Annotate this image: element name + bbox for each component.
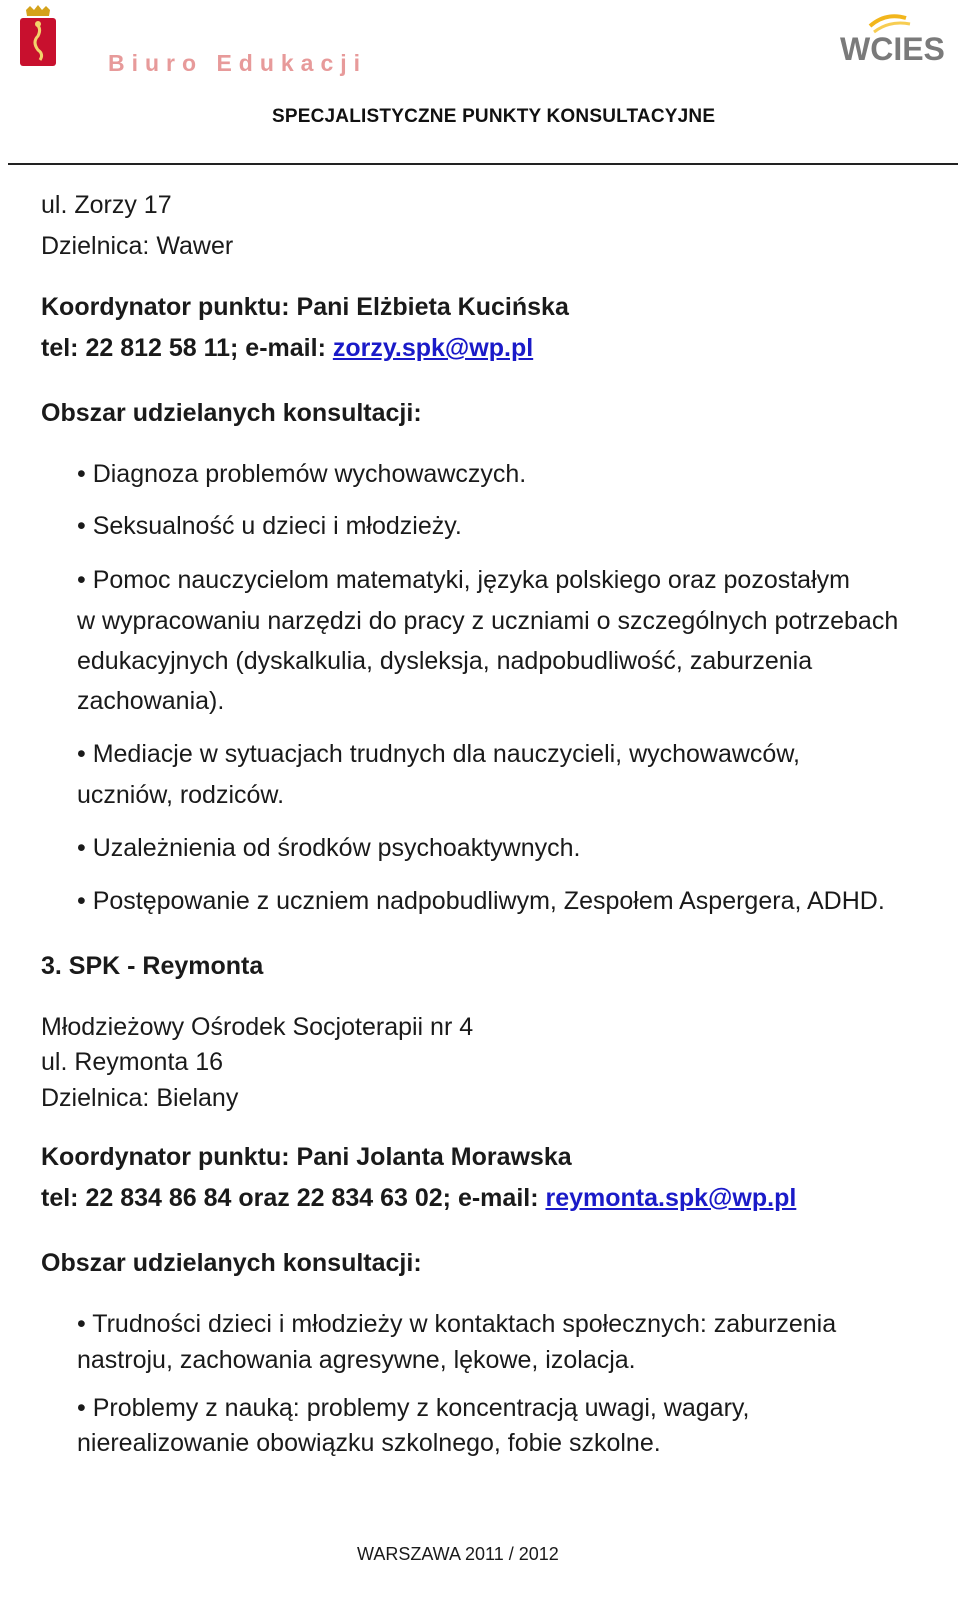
list-item-continuation: w wypracowaniu narzędzi do pracy z uczniami o szczególnych potrzebach (77, 607, 899, 635)
page-footer: WARSZAWA 2011 / 2012 (357, 1544, 559, 1564)
list-item: • Postępowanie z uczniem nadpobudliwym, Zespołem Aspergera, ADHD. (77, 887, 885, 915)
wcies-logo (840, 8, 952, 68)
consultation-area-heading: Obszar udzielanych konsultacji: (41, 1249, 422, 1277)
list-item: • Seksualność u dzieci i młodzieży. (77, 512, 462, 540)
list-item: • Diagnoza problemów wychowawczych. (77, 460, 527, 488)
list-item-continuation: zachowania). (77, 687, 225, 715)
svg-text:WCIES: WCIES (840, 31, 945, 67)
institution-name: Młodzieżowy Ośrodek Socjoterapii nr 4 (41, 1013, 474, 1041)
phone-text: tel: 22 812 58 11; e-mail: (41, 334, 333, 362)
consultation-area-heading: Obszar udzielanych konsultacji: (41, 399, 422, 427)
list-item: • Pomoc nauczycielom matematyki, języka polskiego oraz pozostałym (77, 566, 850, 594)
brand-name: Biuro Edukacji (108, 50, 368, 76)
list-item: • Uzależnienia od środków psychoaktywnych. (77, 834, 581, 862)
coordinator: Koordynator punktu: Pani Elżbieta Kucińska (41, 293, 569, 321)
coordinator: Koordynator punktu: Pani Jolanta Morawska (41, 1143, 572, 1171)
header-divider (8, 163, 958, 165)
list-item-continuation: nastroju, zachowania agresywne, lękowe, izolacja. (77, 1346, 636, 1374)
list-item-continuation: edukacyjnych (dyskalkulia, dysleksja, nadpobudliwość, zaburzenia (77, 647, 813, 675)
district: Dzielnica: Bielany (41, 1084, 239, 1112)
address: ul. Reymonta 16 (41, 1048, 224, 1076)
list-item: • Trudności dzieci i młodzieży w kontaktach społecznych: zaburzenia (77, 1310, 837, 1338)
warsaw-coat-of-arms-logo (16, 4, 60, 72)
section-heading: 3. SPK - Reymonta (41, 952, 264, 980)
contact-line (41, 336, 533, 361)
list-item: • Problemy z nauką: problemy z koncentracją uwagi, wagary, (77, 1394, 750, 1422)
contact-line (41, 1186, 796, 1211)
page-header-title: SPECJALISTYCZNE PUNKTY KONSULTACYJNE (272, 106, 716, 127)
list-item: • Mediacje w sytuacjach trudnych dla nauczycieli, wychowawców, (77, 740, 800, 768)
list-item-continuation: nierealizowanie obowiązku szkolnego, fobie szkolne. (77, 1429, 661, 1457)
email-link[interactable]: zorzy.spk@wp.pl (332, 334, 534, 362)
address: ul. Zorzy 17 (41, 191, 172, 219)
email-link[interactable]: reymonta.spk@wp.pl (545, 1184, 797, 1212)
district: Dzielnica: Wawer (41, 232, 234, 260)
list-item-continuation: uczniów, rodziców. (77, 781, 285, 809)
phone-text: tel: 22 834 86 84 oraz 22 834 63 02; e-mail: (41, 1184, 546, 1212)
